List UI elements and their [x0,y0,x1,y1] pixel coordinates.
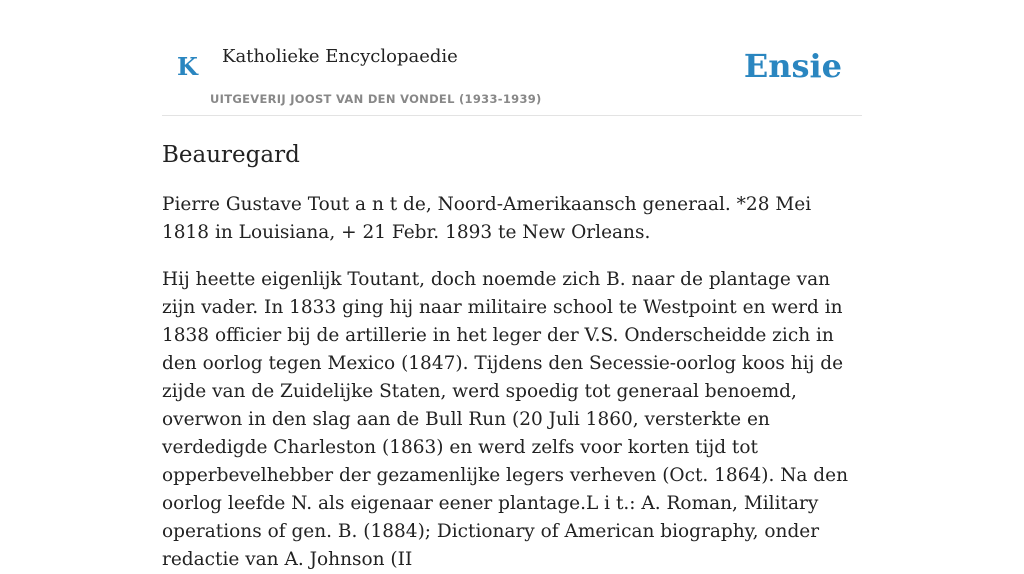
ensie-brand-link[interactable]: Ensie [743,47,842,85]
article-paragraph-body: Hij heette eigenlijk Toutant, doch noemde zich B. naar de plantage van zijn vader. In 1833 ging hij naar militaire school te Westpoint en werd in 1838 officier bij de artillerie in het leger der V.S. Onderscheidde zich in den oorlog tegen Mexico (1847). Tijdens den Secessie-oorlog koos hij de zijde van de Zuidelijke Staten, werd spoedig tot generaal benoemd, overwon in den slag aan de Bull Run (20 Juli 1860, versterkte en verdedigde Charleston (1863) en werd zelfs voor korten tijd tot opperbevelhebber der gezamenlijke legers verheven (Oct. 1864). Na den oorlog leefde N. als eigenaar eener plantage.L i t.: A. Roman, Military operations of gen. B. (1884); Dictionary of American biography, onder redactie van A. Johnson (II [162,268,849,570]
site-header [162,0,862,116]
publisher-subtitle: UITGEVERIJ JOOST VAN DEN VONDEL (1933-1939) [210,92,542,106]
page [162,0,862,570]
article-paragraph-intro: Pierre Gustave Tout a n t de, Noord-Amerikaansch generaal. *28 Mei 1818 in Louisiana, + 21 Febr. 1893 te New Orleans. [162,193,812,243]
encyclopedia-logo-link[interactable]: K [177,52,198,81]
encyclopedia-title-link[interactable]: Katholieke Encyclopaedie [222,46,458,67]
article-title: Beauregard [162,142,300,168]
